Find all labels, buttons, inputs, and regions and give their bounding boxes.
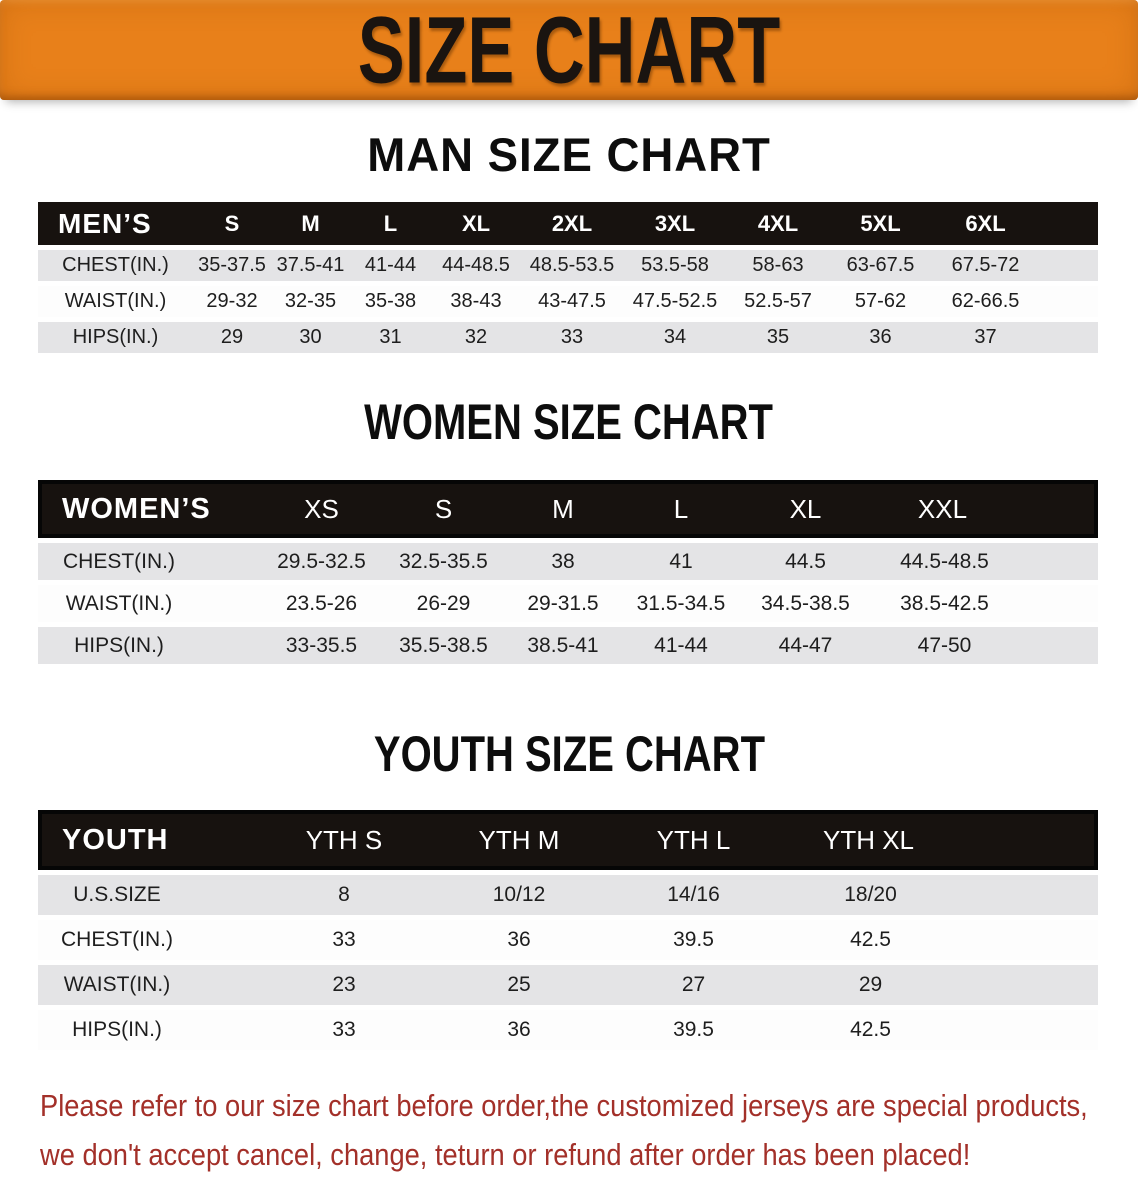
column-header: M [504, 480, 622, 538]
table-cell: 38-43 [431, 286, 521, 317]
table-cell: 37 [932, 322, 1098, 353]
table-cell: 42.5 [781, 1010, 1098, 1050]
table-cell: 32-35 [271, 286, 350, 317]
row-label: WAIST(IN.) [38, 286, 193, 317]
table-row [38, 965, 1098, 1005]
table-cell: 32 [431, 322, 521, 353]
banner-title: SIZE CHART [357, 0, 781, 103]
table-cell: 35 [727, 322, 829, 353]
column-header: XL [740, 480, 871, 538]
table-cell: 8 [256, 875, 432, 915]
column-header: YTH S [256, 810, 432, 870]
table-cell: 43-47.5 [521, 286, 623, 317]
column-header: 4XL [727, 202, 829, 245]
table-cell: 38.5-42.5 [871, 585, 1098, 622]
table-cell: 44-47 [740, 627, 871, 664]
table-group-label: WOMEN’S [38, 480, 260, 538]
men-section-heading [0, 127, 1138, 182]
men-section-heading-text: MAN SIZE CHART [367, 128, 771, 181]
table-cell: 29 [781, 965, 1098, 1005]
header-row [38, 810, 1098, 870]
column-header: L [350, 202, 431, 245]
table-cell: 32.5-35.5 [383, 543, 504, 580]
column-header: YTH L [606, 810, 781, 870]
table-cell: 35-37.5 [193, 250, 271, 281]
table-cell: 35.5-38.5 [383, 627, 504, 664]
column-header: 2XL [521, 202, 623, 245]
table-cell: 67.5-72 [932, 250, 1098, 281]
row-label: HIPS(IN.) [38, 322, 193, 353]
table-cell: 48.5-53.5 [521, 250, 623, 281]
table-cell: 36 [432, 1010, 606, 1050]
row-label: CHEST(IN.) [38, 543, 260, 580]
column-header: XXL [871, 480, 1098, 538]
table-cell: 44.5-48.5 [871, 543, 1098, 580]
column-header: 5XL [829, 202, 932, 245]
table-group-label: YOUTH [38, 810, 256, 870]
order-disclaimer [40, 1081, 1138, 1179]
column-header: XL [431, 202, 521, 245]
women-section-heading-text: WOMEN SIZE CHART [364, 394, 774, 450]
table-row [38, 250, 1098, 281]
table-cell: 53.5-58 [623, 250, 727, 281]
row-label: HIPS(IN.) [38, 1010, 256, 1050]
table-cell: 39.5 [606, 1010, 781, 1050]
youth-section-heading-text: YOUTH SIZE CHART [373, 726, 765, 782]
table-cell: 52.5-57 [727, 286, 829, 317]
table-cell: 33 [256, 920, 432, 960]
table-cell: 44-48.5 [431, 250, 521, 281]
row-label: CHEST(IN.) [38, 250, 193, 281]
header-row [38, 202, 1098, 245]
column-header: M [271, 202, 350, 245]
table-cell: 47.5-52.5 [623, 286, 727, 317]
column-header: YTH XL [781, 810, 1098, 870]
table-cell: 14/16 [606, 875, 781, 915]
row-label: HIPS(IN.) [38, 627, 260, 664]
women-size-table [38, 475, 1098, 669]
table-row [38, 627, 1098, 664]
table-cell: 30 [271, 322, 350, 353]
table-cell: 63-67.5 [829, 250, 932, 281]
table-cell: 37.5-41 [271, 250, 350, 281]
table-row [38, 585, 1098, 622]
table-cell: 10/12 [432, 875, 606, 915]
table-cell: 34.5-38.5 [740, 585, 871, 622]
table-cell: 44.5 [740, 543, 871, 580]
table-cell: 23 [256, 965, 432, 1005]
table-cell: 62-66.5 [932, 286, 1098, 317]
table-cell: 23.5-26 [260, 585, 383, 622]
column-header: S [193, 202, 271, 245]
table-cell: 41-44 [350, 250, 431, 281]
table-cell: 39.5 [606, 920, 781, 960]
table-cell: 38.5-41 [504, 627, 622, 664]
column-header: 3XL [623, 202, 727, 245]
table-cell: 25 [432, 965, 606, 1005]
disclaimer-line-1: Please refer to our size chart before order,the customized jerseys are special products, [40, 1088, 1088, 1123]
table-cell: 26-29 [383, 585, 504, 622]
table-cell: 42.5 [781, 920, 1098, 960]
table-cell: 57-62 [829, 286, 932, 317]
table-cell: 38 [504, 543, 622, 580]
table-cell: 47-50 [871, 627, 1098, 664]
table-cell: 29-32 [193, 286, 271, 317]
table-row [38, 322, 1098, 353]
table-row [38, 286, 1098, 317]
column-header: S [383, 480, 504, 538]
header-row [38, 480, 1098, 538]
table-cell: 35-38 [350, 286, 431, 317]
table-cell: 36 [829, 322, 932, 353]
table-cell: 33 [521, 322, 623, 353]
table-cell: 29-31.5 [504, 585, 622, 622]
table-cell: 27 [606, 965, 781, 1005]
table-cell: 34 [623, 322, 727, 353]
table-row [38, 875, 1098, 915]
women-section-heading [0, 393, 1138, 451]
table-cell: 31 [350, 322, 431, 353]
table-row [38, 1010, 1098, 1050]
table-row [38, 543, 1098, 580]
row-label: WAIST(IN.) [38, 585, 260, 622]
table-group-label: MEN’S [38, 202, 193, 245]
youth-section-heading [0, 725, 1138, 783]
row-label: U.S.SIZE [38, 875, 256, 915]
table-cell: 33-35.5 [260, 627, 383, 664]
table-cell: 18/20 [781, 875, 1098, 915]
size-chart-banner [0, 0, 1138, 103]
table-cell: 29.5-32.5 [260, 543, 383, 580]
disclaimer-line-2: we don't accept cancel, change, teturn or refund after order has been placed! [40, 1137, 971, 1172]
column-header: YTH M [432, 810, 606, 870]
column-header: L [622, 480, 740, 538]
table-cell: 29 [193, 322, 271, 353]
table-row [38, 920, 1098, 960]
men-size-table [38, 197, 1098, 358]
table-cell: 41 [622, 543, 740, 580]
table-cell: 33 [256, 1010, 432, 1050]
column-header: XS [260, 480, 383, 538]
table-cell: 31.5-34.5 [622, 585, 740, 622]
table-cell: 58-63 [727, 250, 829, 281]
youth-size-table [38, 805, 1098, 1055]
row-label: CHEST(IN.) [38, 920, 256, 960]
table-cell: 36 [432, 920, 606, 960]
column-header: 6XL [932, 202, 1098, 245]
row-label: WAIST(IN.) [38, 965, 256, 1005]
table-cell: 41-44 [622, 627, 740, 664]
